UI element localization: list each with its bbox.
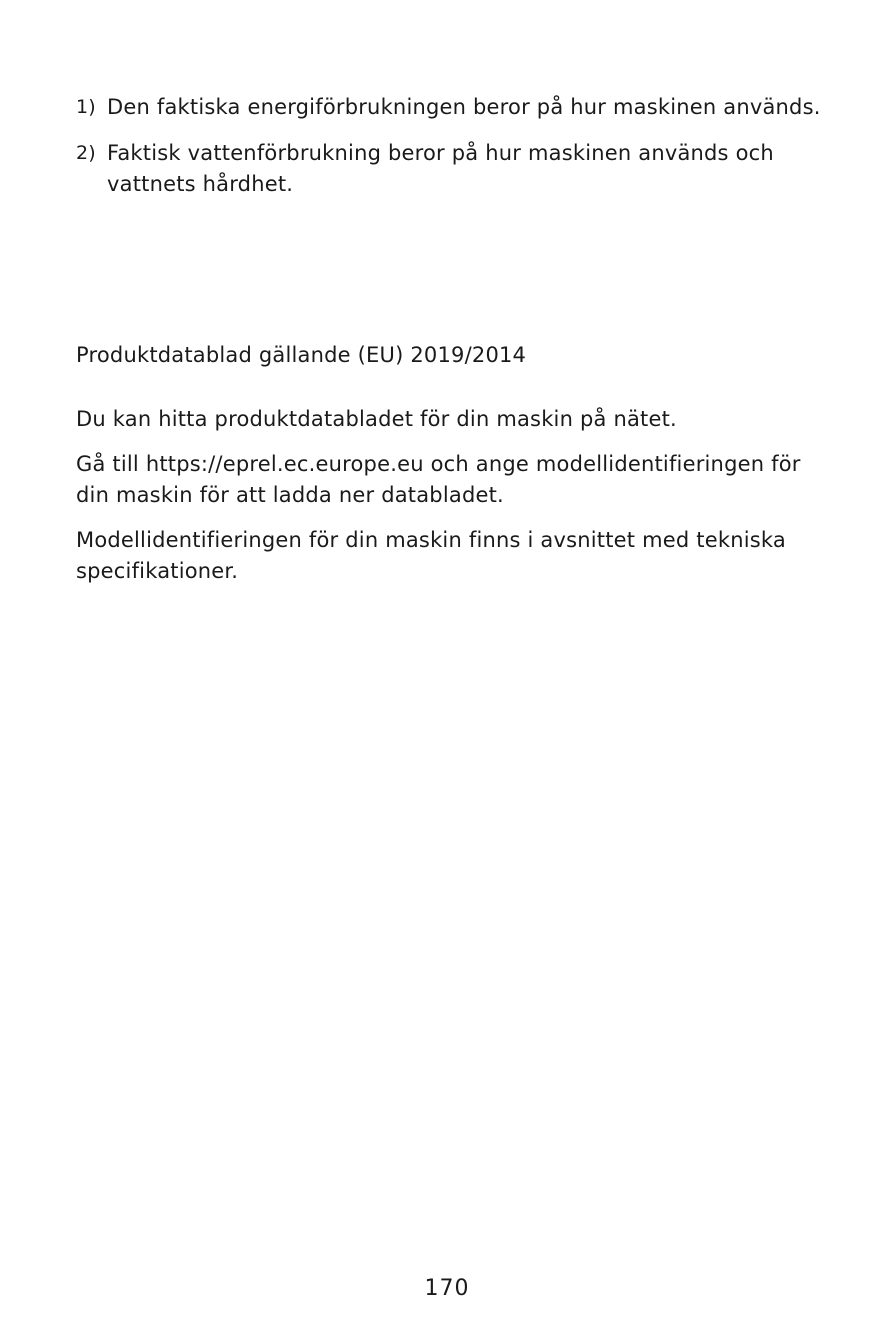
paragraph-online-info: Du kan hitta produktdatabladet för din maskin på nätet. (76, 407, 677, 431)
footnote-text: Den faktiska energiförbrukningen beror på hur maskinen används. (107, 95, 821, 119)
paragraph-eprel-instructions: Gå till https://eprel.ec.europe.eu och ange modellidentifieringen för din maskin för att ladda ner databladet. (76, 452, 801, 507)
section-title: Produktdatablad gällande (EU) 2019/2014 (76, 343, 527, 367)
footnote-number: 1) (76, 96, 96, 118)
page-number: 170 (424, 1276, 470, 1301)
footnote-number: 2) (76, 142, 96, 164)
body-text (76, 404, 836, 601)
footnote-item (76, 138, 836, 200)
footnote-text: Faktisk vattenförbrukning beror på hur maskinen används och vattnets hårdhet. (107, 141, 774, 196)
footnote-list (76, 92, 836, 215)
footnote-item (76, 92, 836, 123)
paragraph-model-id-location: Modellidentifieringen för din maskin finns i avsnittet med tekniska specifikationer. (76, 528, 786, 583)
